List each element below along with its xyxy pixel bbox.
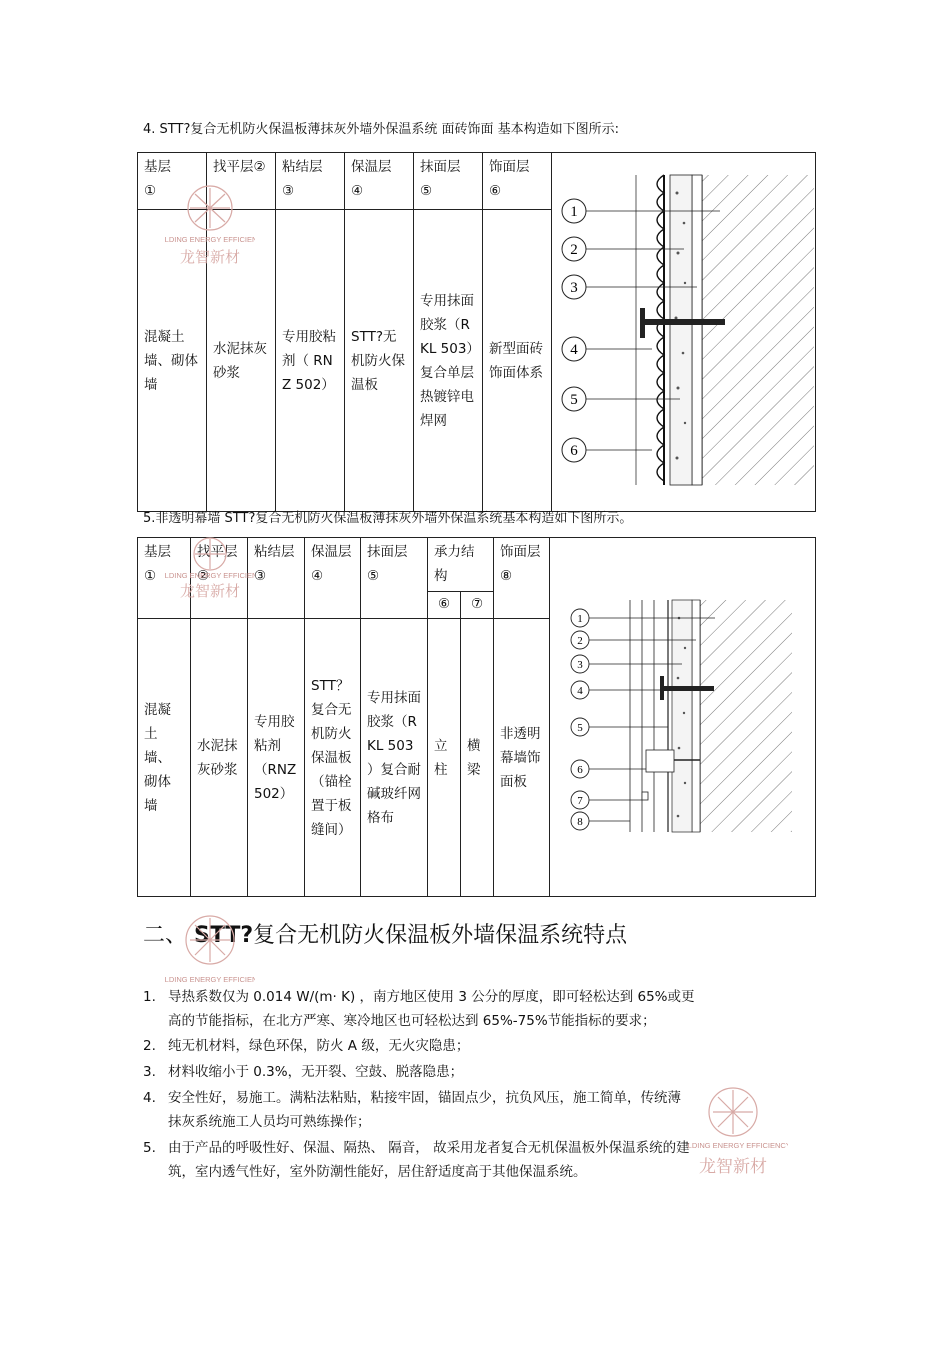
list-item: 1. 导热系数仅为 0.014 W/(m· K) ，南方地区使用 3 公分的厚度，即可轻松达到 65%或更 高的节能指标，在北方严寒、寒冷地区也可轻松达到 65%-75%节能指标的要求； (143, 989, 695, 1029)
s5-header-1: 基层 ① (138, 538, 191, 619)
s4-cell-6: 新型面砖饰面体系 (483, 210, 552, 512)
s4-cell-3: 专用胶粘 剂（ RNZ 502） (276, 210, 345, 512)
s4-cell-2: 水泥抹灰砂浆 (207, 210, 276, 512)
s4-header-6: 饰面层 ⑥ (483, 153, 552, 210)
s5-label-2: 2 (577, 635, 583, 647)
section4-diagram (552, 153, 816, 512)
wall5-hatch (700, 600, 792, 832)
s4-label-3: 3 (570, 280, 578, 296)
s5-cell-2: 水泥抹灰砂浆 (191, 619, 248, 897)
s4-label-1: 1 (570, 204, 578, 220)
s4-cell-4: STT?无机防火保温板 (345, 210, 414, 512)
s4-label-6: 6 (570, 443, 578, 459)
wall-hatch (702, 175, 814, 485)
s5-cell-3: 专用胶粘剂（RNZ502） (248, 619, 305, 897)
s5-cell-1: 混凝土墙、砌体墙 (138, 619, 191, 897)
s5-subheader-6: ⑥ (428, 591, 461, 618)
s5-cell-5: 专用抹面胶浆（RKL 503 ）复合耐碱玻纤网格布 (361, 619, 428, 897)
section2-heading: 二、 STT?复合无机防火保温板外墙保温系统特点 (143, 923, 628, 948)
anchor-shaft (645, 319, 725, 325)
s4-header-2: 找平层② (207, 153, 276, 210)
s4-label-4: 4 (570, 342, 578, 358)
s5-header-6: 承力结构 (428, 538, 494, 592)
s5-label-6: 6 (577, 764, 583, 776)
list-item: 2. 纯无机材料，绿色环保，防火 A 级，无火灾隐患； (143, 1038, 470, 1054)
s5-label-5: 5 (577, 722, 583, 734)
features-list (143, 985, 823, 1186)
s5-label-8: 8 (577, 816, 583, 828)
s5-header-4: 保温层④ (305, 538, 361, 619)
s5-header-3: 粘结层③ (248, 538, 305, 619)
s5-subheader-7: ⑦ (461, 591, 494, 618)
svg-text:BUILDING ENERGY EFFICIENCY: LDING ENERGY EFFICIEN (165, 235, 255, 244)
section4-table (137, 152, 816, 512)
s5-label-7: 7 (577, 795, 583, 807)
s4-header-3: 粘结层 ③ (276, 153, 345, 210)
s5-header-5: 抹面层 ⑤ (361, 538, 428, 619)
section4-diagram-svg (552, 153, 814, 503)
s4-cell-5: 专用抹面胶浆（RKL 503）复合单层热镀锌电焊网 (414, 210, 483, 512)
list-item: 4. 安全性好，易施工。满粘法粘贴，粘接牢固，锚固点少，抗负风压，施工简单，传统薄 抹灰系统施工人员均可熟练操作； (143, 1090, 681, 1130)
anchor-head (640, 308, 645, 338)
s4-label-2: 2 (570, 242, 578, 258)
section5-title: 5.非透明幕墙 STT?复合无机防火保温板薄抹灰外墙外保温系统基本构造如下图所示。 (143, 511, 633, 526)
s4-header-4: 保温层 ④ (345, 153, 414, 210)
s5-cell-4: STT？复合无机防火保温板（锚栓置于板缝间） (305, 619, 361, 897)
s5-label-1: 1 (577, 613, 583, 625)
s4-label-5: 5 (570, 392, 578, 408)
s4-header-5: 抹面层 ⑤ (414, 153, 483, 210)
svg-text:BUILDING ENERGY EFFICIENCY: LDING ENERGY EFFICIEN (165, 571, 255, 580)
section5-diagram-svg (550, 538, 814, 888)
svg-text:龙智新材: 龙智新材 (179, 582, 241, 600)
s5-header-7: 饰面层⑧ (494, 538, 550, 619)
svg-text:BUILDING ENERGY EFFICIENCY: LDING ENERGY EFFICIEN (165, 975, 255, 984)
s5-cell-6: 立柱 (428, 619, 461, 897)
section5-table (137, 537, 816, 897)
section4-title: 4. STT?复合无机防火保温板薄抹灰外墙外保温系统 面砖饰面 基本构造如下图所示: (143, 122, 619, 137)
s5-header-2: 找平层② (191, 538, 248, 619)
svg-text:龙智新材: 龙智新材 (179, 248, 241, 266)
svg-text:BUILDING ENERGY EFFICIENCY: LDING ENERGY EFFICIENCY (688, 1141, 788, 1150)
s4-header-1: 基层 ① (138, 153, 207, 210)
s5-cell-7: 横梁 (461, 619, 494, 897)
svg-text:龙智新材: 龙智新材 (699, 1157, 767, 1177)
s5-label-3: 3 (577, 659, 583, 671)
section5-diagram (550, 538, 816, 897)
s4-cell-1: 混凝土墙、砌体墙 (138, 210, 207, 512)
list-item: 5. 由于产品的呼吸性好、保温、隔热、 隔音， 故采用龙者复合无机保温板外保温系统的建 筑，室内透气性好，室外防潮性能好，居住舒适度高于其他保温系统。 (143, 1140, 690, 1180)
s5-label-4: 4 (577, 685, 583, 697)
list-item: 3. 材料收缩小于 0.3%，无开裂、空鼓、脱落隐患； (143, 1064, 464, 1080)
s5-cell-8: 非透明幕墙饰面板 (494, 619, 550, 897)
